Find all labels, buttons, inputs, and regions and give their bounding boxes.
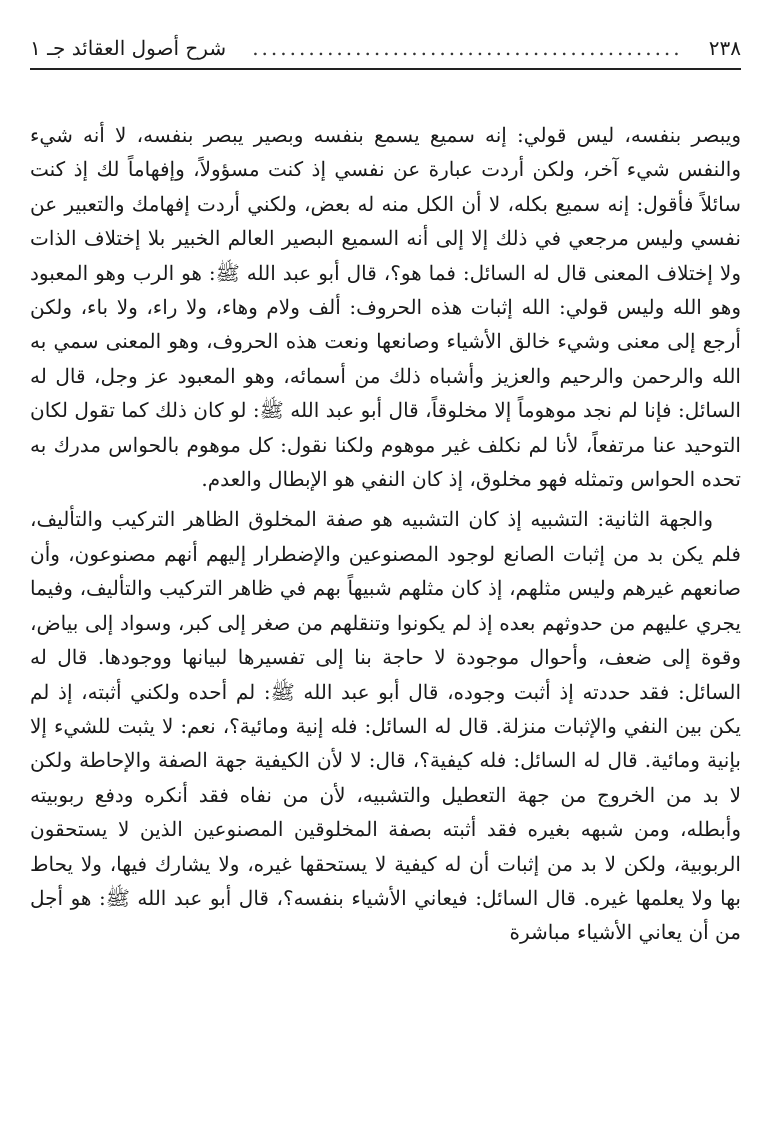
- running-title: شرح أصول العقائد جـ ١: [30, 36, 227, 60]
- header-leader-dots: ..............................................: [252, 36, 683, 60]
- paragraph-2: والجهة الثانية: التشبيه إذ كان التشبيه هو صفة المخلوق الظاهر التركيب والتأليف، فلم يكن بد من إثبات الصانع لوجود المصنوعين والإضطرار إليهم أنهم مصنوعون، وأن صانعهم غيرهم وليس مثلهم، إذ كان مثلهم شبيهاً بهم في ظاهر التركيب والتأليف، وفيما يجري عليهم من حدوثهم بعده إذ لم يكونوا وتنقلهم من صغر إلى كبر، وسواد إلى بياض، وقوة إلى ضعف، وأحوال موجودة لا حاجة بنا إلى تفسيرها لبيانها ووجودها. قال له السائل: فقد حددته إذ أثبت وجوده، قال أبو عبد الله ﷺ: لم أحده ولكني أثبته، إذ لم يكن بين النفي والإثبات منزلة. قال له السائل: فله إنية ومائية؟، نعم: لا يثبت للشيء إلا بإنية ومائية. قال له السائل: فله كيفية؟، قال: لا لأن الكيفية جهة الصفة والإحاطة ولكن لا بد من الخروج من جهة التعطيل والتشبيه، لأن من نفاه فقد أنكره ودفع ربوبيته وأبطله، ومن شبهه بغيره فقد أثبته بصفة المخلوقين المصنوعين الذين لا يستحقون الربوبية، ولكن لا بد من إثبات أن له كيفية لا يستحقها غيره، ولا يشارك فيها، ولا يحاط بها ولا يعلمها غيره. قال السائل: فيعاني الأشياء بنفسه؟، قال أبو عبد الله ﷺ: هو أجل من أن يعاني الأشياء مباشرة: [30, 507, 742, 945]
- page-number: ٢٣٨: [708, 36, 741, 60]
- page-header: [30, 28, 741, 70]
- paragraph-1: ويبصر بنفسه، ليس قولي: إنه سميع يسمع بنفسه وبصير يبصر بنفسه، لا أنه شيء والنفس شيء آخر، ولكن أردت عبارة عن نفسي إذ كنت مسؤولاً، وإفهاماً لك إذ كنت سائلاً فأقول: إنه سميع بكله، لا أن الكل منه له بعض، ولكني أردت إفهامك والتعبير عن نفسي وليس مرجعي في ذلك إلا إلى أنه السميع البصير العالم الخبير بلا إختلاف الذات ولا إختلاف المعنى قال له السائل: فما هو؟، قال أبو عبد الله ﷺ: هو الرب وهو المعبود وهو الله وليس قولي: الله إثبات هذه الحروف: ألف ولام وهاء، ولا راء، ولا باء، ولكن أرجع إلى معنى وشيء خالق الأشياء وصانعها ونعت هذه الحروف، وهو المعنى سمي به الله والرحمن والرحيم والعزيز وأشباه ذلك من أسمائه، وهو المعبود عز وجل، قال له السائل: فإنا لم نجد موهوماً إلا مخلوقاً، قال أبو عبد الله ﷺ: لو كان ذلك كما تقول لكان التوحيد عنا مرتفعاً، لأنا لم نكلف غير موهوم ولكنا نقول: كل موهوم بالحواس مدرك به تحده الحواس وتمثله فهو مخلوق، إذ كان النفي هو الإبطال والعدم.: [30, 123, 741, 492]
- page-body: [30, 118, 741, 950]
- book-page: [30, 28, 741, 950]
